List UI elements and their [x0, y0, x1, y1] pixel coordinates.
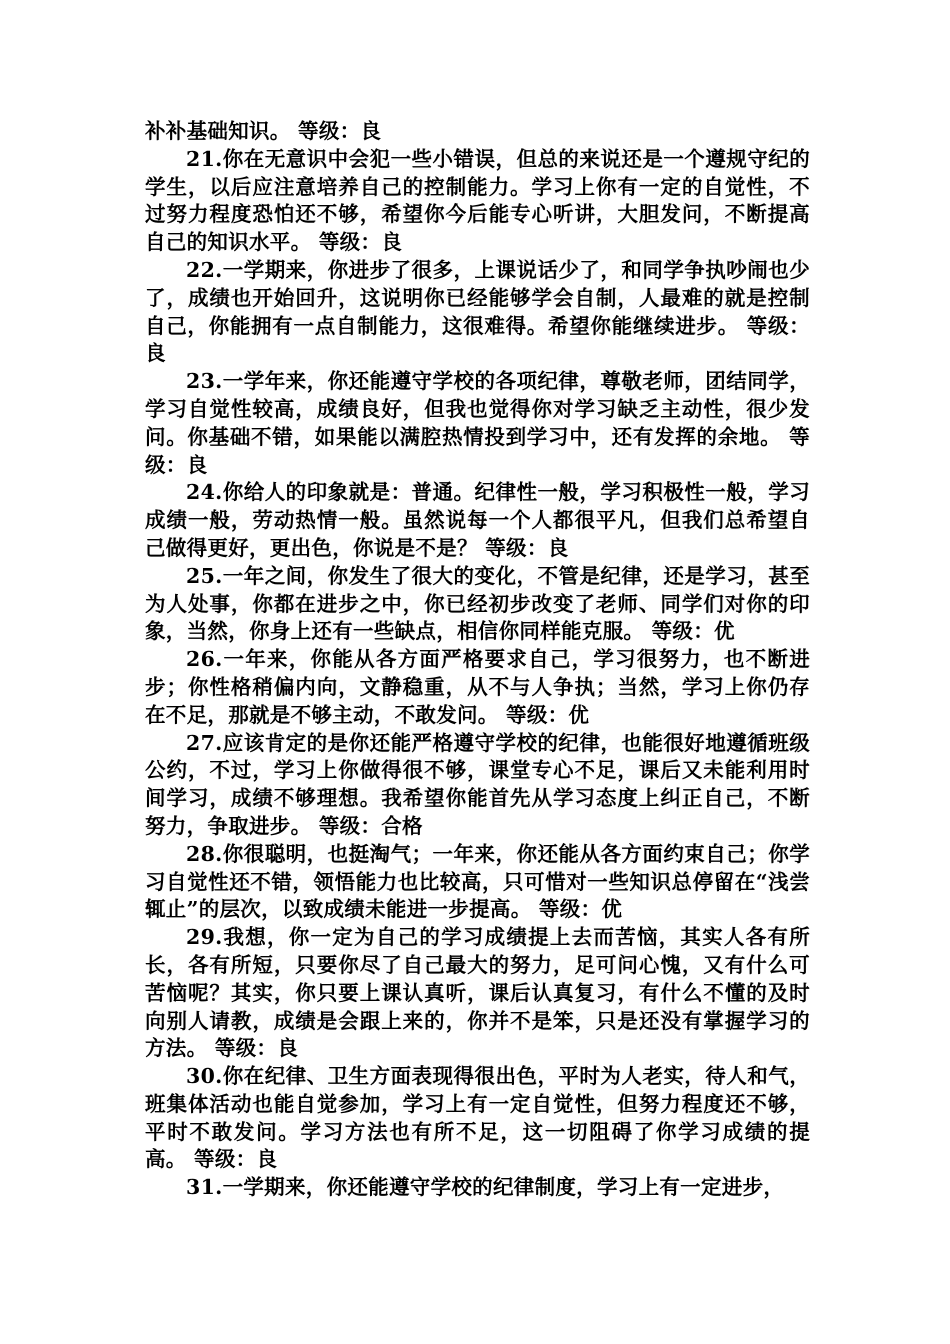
comment-28: 28.你很聪明，也挺淘气；一年来，你还能从各方面约束自己；你学习自觉性还不错，领悟能力也比较高，只可惜对一些知识总停留在“浅尝辄止”的层次，以致成绩未能进一步提高。 等级：优	[145, 841, 810, 922]
comment-30: 30.你在纪律、卫生方面表现得很出色，平时为人老实，待人和气，班集体活动也能自觉参加，学习上有一定自觉性，但努力程度还不够，平时不敢发问。学习方法也有所不足，这一切阻碍了你学习成绩的提高。 等级：良	[145, 1064, 810, 1172]
comment-31: 31.一学期来，你还能遵守学校的纪律制度，学习上有一定进步，	[186, 1175, 785, 1200]
comment-24: 24.你给人的印象就是：普通。纪律性一般，学习积极性一般，学习成绩一般，劳动热情一般。虽然说每一个人都很平凡，但我们总希望自己做得更好，更出色，你说是不是？ 等级：良	[145, 480, 810, 560]
comment-29: 29.我想，你一定为自己的学习成绩提上去而苦恼，其实人各有所长，各有所短，只要你尽了自己最大的努力，足可问心愧，又有什么可苦恼呢？其实，你只要上课认真听，课后认真复习，有什么不懂的及时向别人请教，成绩是会跟上来的，你并不是笨，只是还没有掌握学习的方法。 等级：良	[145, 925, 810, 1061]
paragraph-continuation: 补补基础知识。 等级：良	[145, 119, 382, 143]
comment-25: 25.一年之间，你发生了很大的变化，不管是纪律，还是学习，甚至为人处事，你都在进步之中，你已经初步改变了老师、同学们对你的印象，当然，你身上还有一些缺点，相信你同样能克服。 等级：优	[145, 563, 810, 644]
comment-22: 22.一学期来，你进步了很多，上课说话少了，和同学争执吵闹也少了，成绩也开始回升，这说明你已经能够学会自制，人最难的就是控制自己，你能拥有一点自制能力，这很难得。希望你能继续进步。 等级：良	[145, 257, 810, 366]
comment-21: 21.你在无意识中会犯一些小错误，但总的来说还是一个遵规守纪的学生，以后应注意培养自己的控制能力。学习上你有一定的自觉性，不过努力程度恐怕还不够，希望你今后能专心听讲，大胆发问，不断提高自己的知识水平。 等级：良	[145, 146, 810, 255]
comment-26: 26.一年来，你能从各方面严格要求自己，学习很努力，也不断进步；你性格稍偏内向，文静稳重，从不与人争执；当然，学习上你仍存在不足，那就是不够主动，不敢发问。 等级：优	[145, 647, 810, 727]
comment-27: 27.应该肯定的是你还能严格遵守学校的纪律，也能很好地遵循班级公约，不过，学习上你做得很不够，课堂专心不足，课后又未能利用时间学习，成绩不够理想。我希望你能首先从学习态度上纠正自己，不断努力，争取进步。 等级：合格	[145, 730, 810, 838]
comment-23: 23.一学年来，你还能遵守学校的各项纪律，尊敬老师，团结同学，学习自觉性较高，成绩良好，但我也觉得你对学习缺乏主动性，很少发问。你基础不错，如果能以满腔热情投到学习中，还有发挥的余地。 等级：良	[145, 369, 810, 477]
